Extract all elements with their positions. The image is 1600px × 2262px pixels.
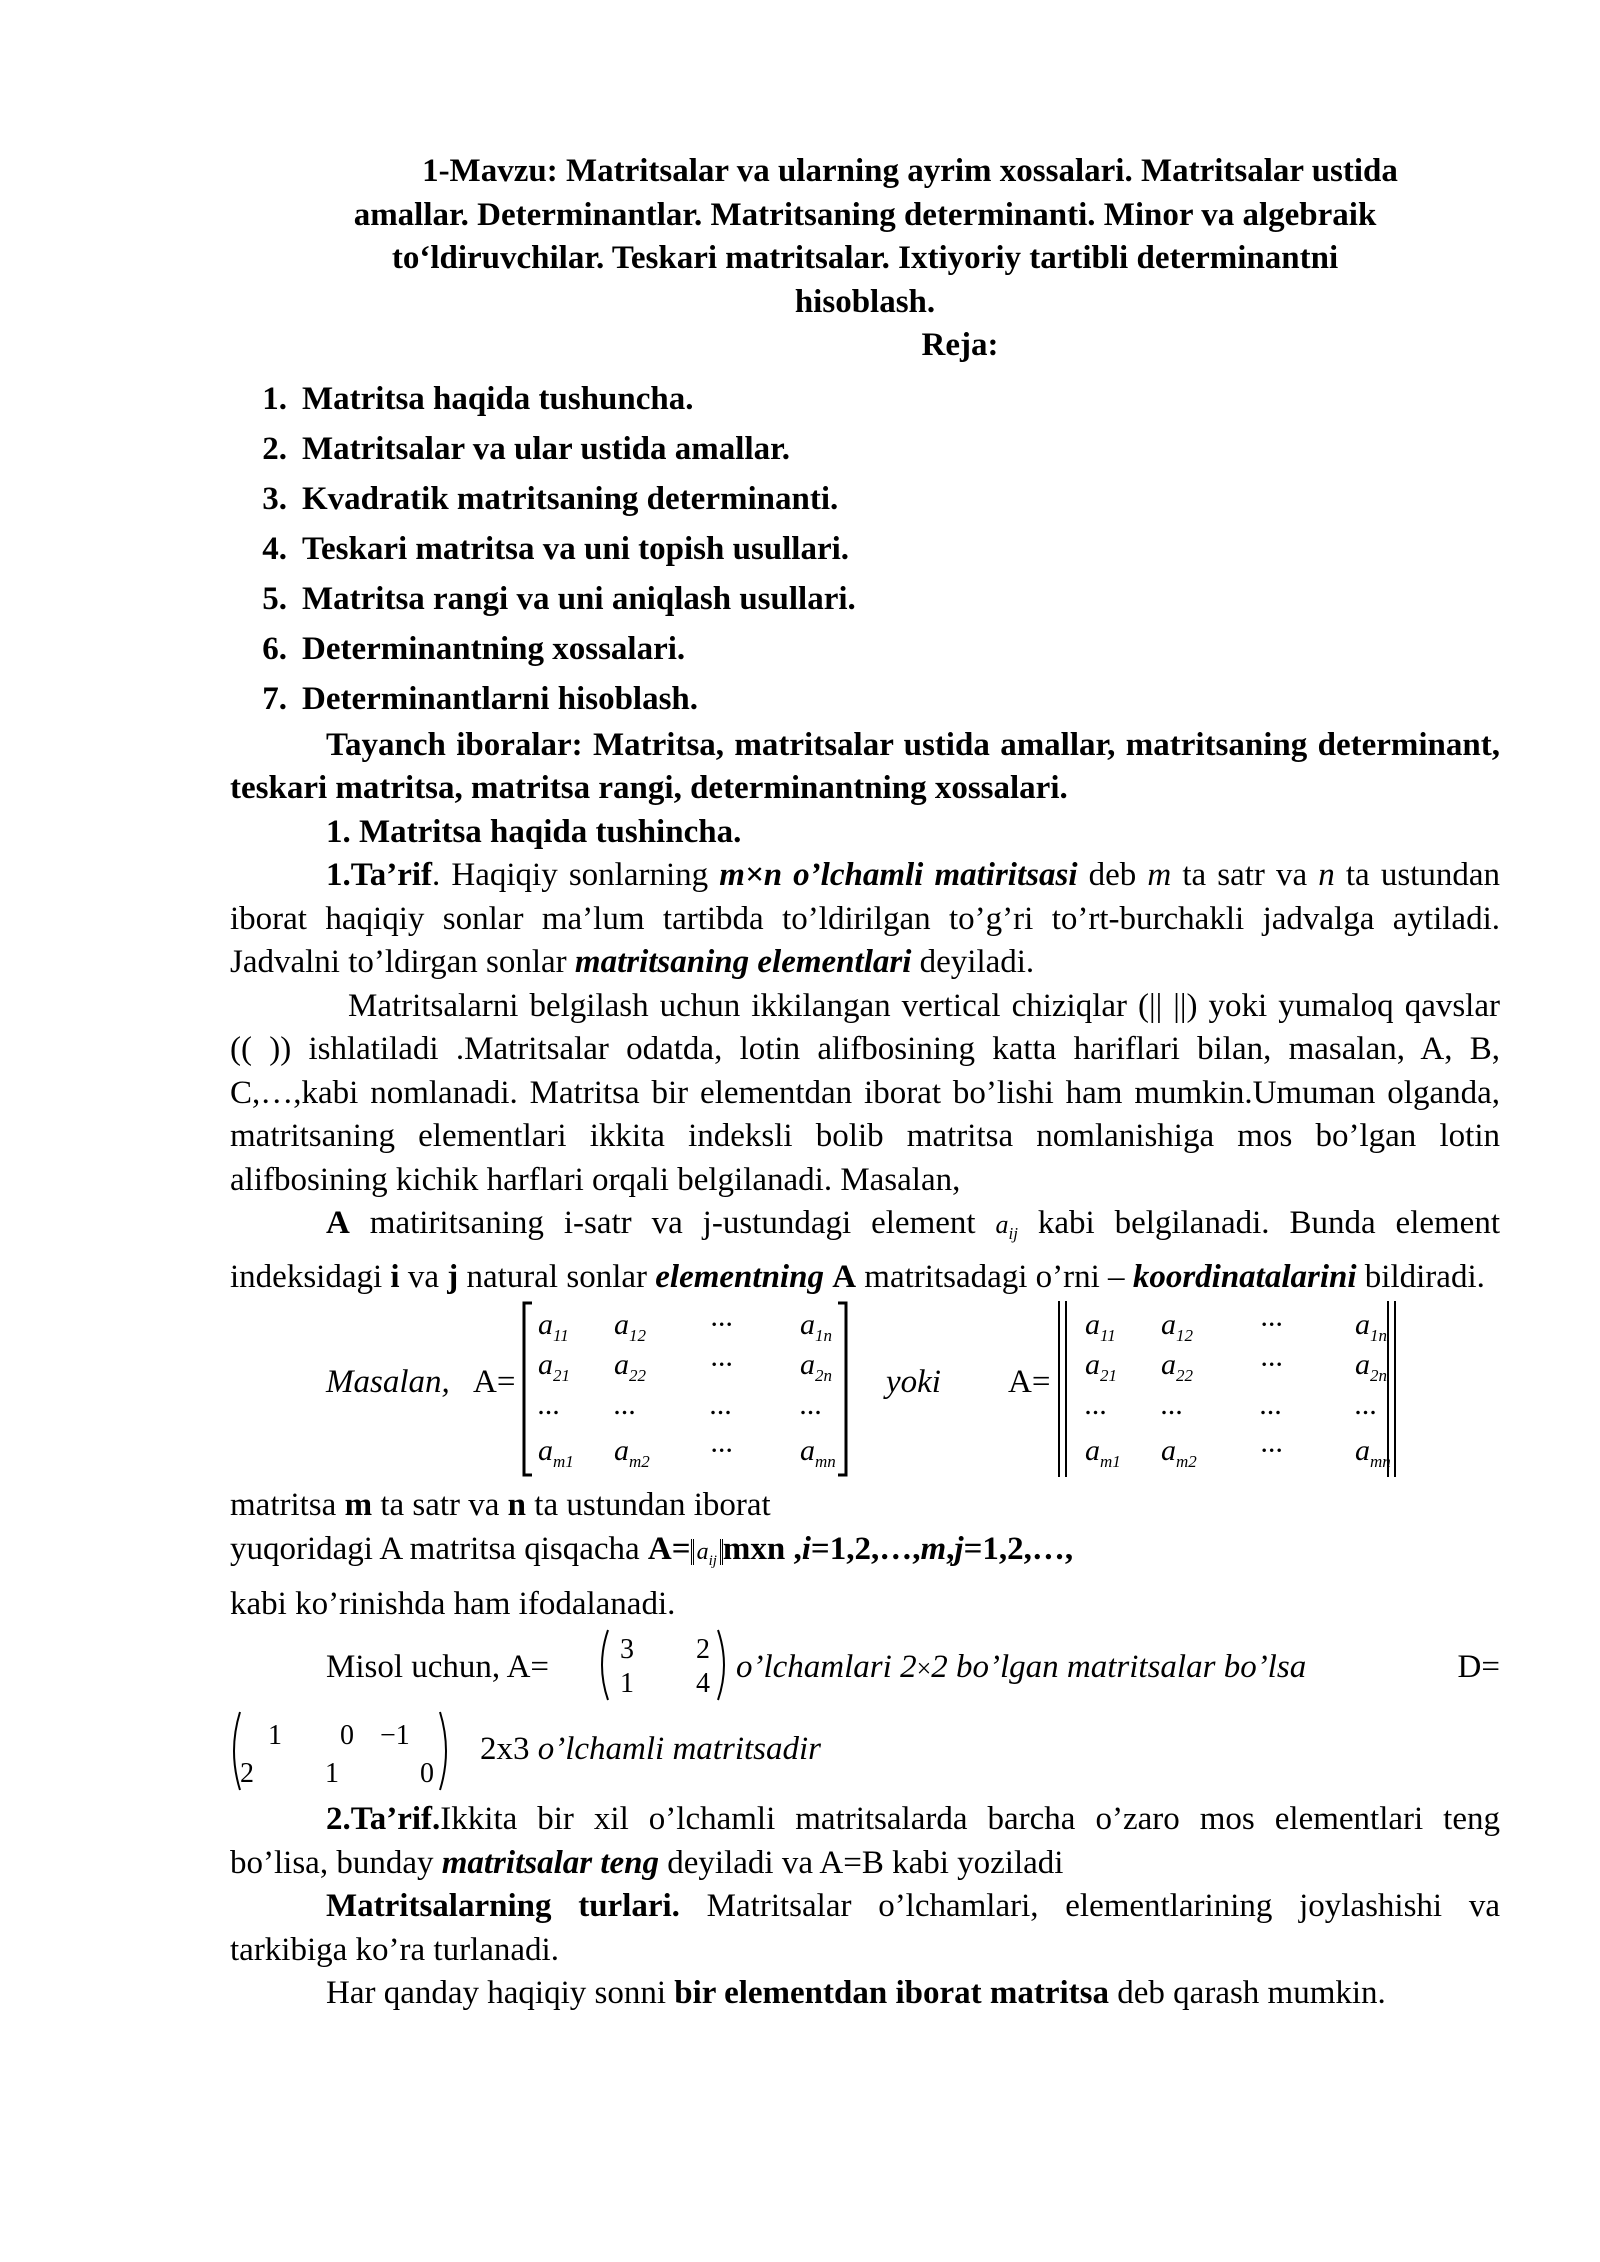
masalan-label: Masalan, (326, 1364, 450, 1401)
matrix-cell (1355, 1383, 1378, 1427)
yoki-label: yoki (886, 1364, 941, 1401)
bold-phrase: bir elementdan iborat matritsa (674, 1975, 1110, 2012)
matrix-cell-subscript: 12 (629, 1326, 646, 1346)
matrix-cell-letter: a (1161, 1308, 1176, 1342)
matrix-cell-letter: a (1355, 1348, 1370, 1382)
element-subscript: ij (1008, 1224, 1018, 1244)
text-run: D= (1457, 1649, 1500, 1686)
text-run: deyiladi va A=B kabi yoziladi (659, 1844, 1064, 1881)
matrix-cell-subscript: 11 (553, 1326, 569, 1346)
misol-line (230, 1626, 1500, 1706)
text-run: =1,2,…, (810, 1530, 921, 1567)
text-run: kabi belgilanadi. Bunda element indeksidagi (230, 1205, 1500, 1295)
element-letter: a (696, 1538, 709, 1565)
text-run: 2x3 (480, 1731, 538, 1768)
matrix-cell-letter: ··· (1260, 1308, 1283, 1342)
list-item-number: 5. (262, 580, 287, 617)
text-run: natural sonlar (458, 1258, 656, 1295)
list-item-number: 3. (262, 480, 287, 517)
document-title (230, 150, 1500, 324)
document-page (230, 150, 1500, 2016)
index-j: j (447, 1258, 459, 1295)
matrix-cell: 2 (240, 1758, 254, 1790)
d-description (480, 1728, 821, 1772)
title-line-1: 1-Mavzu: Matritsalar va ularning ayrim xossalari. Matritsalar ustida (422, 153, 1398, 189)
matrix-cell: 1 (620, 1668, 634, 1700)
matrix-cell-letter: a (538, 1308, 553, 1342)
matrix-cell (614, 1429, 650, 1484)
text-run: deb (1077, 857, 1148, 893)
matrix-cell (800, 1429, 836, 1484)
text-run: va (399, 1258, 448, 1295)
matrix-cell-letter: ··· (1260, 1348, 1283, 1382)
matrix-cell: 1 (268, 1720, 282, 1752)
text-run: o’lchamlari 2 (736, 1649, 917, 1686)
element-symbol (995, 1210, 1018, 1244)
matrix-cell-letter: a (800, 1348, 815, 1382)
matrix-2x2 (598, 1628, 728, 1702)
after-matrix-line-1 (230, 1484, 1500, 1528)
matrix-letter: A (832, 1258, 857, 1295)
variable-m: m (1147, 857, 1172, 893)
matrix-cell-letter: ... (1260, 1388, 1283, 1422)
matrix-cell-subscript: m1 (553, 1452, 574, 1472)
defined-term: matritsaning elementlari (574, 944, 912, 980)
text-run: Matritsalar o’lchamlari, elementlarining joylashishi va tarkibiga ko’ra turlanadi. (230, 1888, 1500, 1968)
matrix-cell-subscript: 12 (1176, 1326, 1193, 1346)
list-item-number: 4. (262, 530, 287, 567)
matrix-cell-letter: a (614, 1348, 629, 1382)
list-item (230, 424, 1500, 474)
matrix-cell-subscript: mn (815, 1452, 836, 1472)
matrix-cell-letter: a (1085, 1434, 1100, 1468)
text-run: =1,2,…, (963, 1530, 1074, 1567)
list-item-number: 6. (262, 630, 287, 667)
matrix-example (230, 1299, 1500, 1484)
list-item (230, 624, 1500, 674)
matrix-cell: 0 (420, 1758, 434, 1790)
matrix-cell-subscript: mn (1370, 1452, 1391, 1472)
matrix-cell-letter: a (800, 1434, 815, 1468)
matrix-cell: 1 (325, 1758, 339, 1790)
reja-heading: Reja: (921, 327, 999, 363)
matrix-cell-letter: ··· (710, 1348, 733, 1382)
matrix-cell-letter: ··· (1260, 1434, 1283, 1468)
defined-term: matritsalar teng (441, 1844, 660, 1881)
matrix-cell-subscript: 2n (1370, 1366, 1387, 1386)
text-run: yuqoridagi A matritsa qisqacha (230, 1530, 648, 1567)
list-item (230, 524, 1500, 574)
index-j: j (954, 1530, 964, 1567)
list-item-number: 7. (262, 680, 287, 717)
text-run: , (946, 1530, 955, 1567)
text-run: deb qarash mumkin. (1109, 1975, 1386, 2012)
text-run: ta ustundan iborat haqiqiy sonlar ma’lum tartibda to’ldirilgan to’g’ri to’rt-burchakli jadvalga aytiladi. Jadvalni to’ldirgan sonlar (230, 857, 1500, 980)
matrix-cell-letter: a (1085, 1348, 1100, 1382)
matrix-cell-letter: ... (1355, 1388, 1378, 1422)
double-bar-matrix (1055, 1299, 1400, 1479)
list-item-text: Determinantlarni hisoblash. (302, 680, 699, 717)
list-item-number: 1. (262, 380, 287, 417)
matrix-cell: 3 (620, 1634, 634, 1666)
matrix-cell-letter: ... (710, 1388, 733, 1422)
matrix-cell: 4 (696, 1668, 710, 1700)
variable-n: n (1318, 857, 1335, 893)
matrix-cell-letter: ... (614, 1388, 637, 1422)
matrix-cell: −1 (380, 1720, 410, 1752)
text-run: matritsadagi o’rni – (856, 1258, 1133, 1295)
after-matrix-line-3: kabi ko’rinishda ham ifodalanadi. (230, 1585, 676, 1622)
matrix-cell (1161, 1429, 1197, 1484)
element-letter: a (995, 1210, 1009, 1239)
matrix-cell (538, 1429, 574, 1484)
text-run: matritsa (230, 1487, 345, 1524)
variable-m: m (344, 1487, 373, 1524)
matrix-cell-letter: ... (1085, 1388, 1108, 1422)
matrix-cell-subscript: 1n (815, 1326, 832, 1346)
matrix-cell (710, 1343, 733, 1387)
matrix-cell (538, 1383, 561, 1427)
misol-text (736, 1646, 1306, 1691)
matrix-cell-subscript: 2n (815, 1366, 832, 1386)
matrix-cell-letter: a (800, 1308, 815, 1342)
defined-term: m×n o’lchamli matiritsasi (719, 857, 1078, 893)
title-line-3: to‘ldiruvchilar. Teskari matritsalar. Ixtiyoriy tartibli determinantni (391, 240, 1339, 276)
matrix-cell-letter: a (1085, 1308, 1100, 1342)
text-run (824, 1259, 832, 1295)
matrix-cell: 2 (696, 1634, 710, 1666)
matrix-cell-letter: a (1161, 1348, 1176, 1382)
matrix-cell-subscript: 11 (1100, 1326, 1116, 1346)
list-item-number: 2. (262, 430, 287, 467)
matrix-cell (710, 1303, 733, 1347)
text-run: Ikkita bir xil o’lchamli matritsalarda barcha o’zaro mos elementlari teng bo’lisa, bunday (230, 1801, 1500, 1881)
types-paragraph (230, 1885, 1500, 1972)
keywords-paragraph: Tayanch iboralar: Matritsa, matritsalar ustida amallar, matritsaning determinant, teskari matritsa, matritsa rangi, determinantning xossalari. (230, 726, 1500, 806)
matrix-letter: A (326, 1205, 350, 1241)
matrix-cell (1260, 1303, 1283, 1347)
matrix-cell-letter: a (538, 1434, 553, 1468)
text-run: ta ustundan iborat (526, 1487, 771, 1524)
after-matrix-line-2 (230, 1528, 1500, 1583)
matrix-cell (1260, 1429, 1283, 1473)
matrix-cell-letter: a (1355, 1434, 1370, 1468)
index-i: i (390, 1258, 400, 1295)
text-run: mxn , (722, 1530, 802, 1567)
list-item-text: Matritsa haqida tushuncha. (302, 380, 694, 417)
matrix-cell-letter: a (538, 1348, 553, 1382)
plan-list (230, 374, 1500, 724)
matrix-cell-letter: ... (800, 1388, 823, 1422)
text-run: A= (647, 1530, 691, 1567)
definition-label: 1.Ta’rif (326, 857, 433, 893)
matrix-cell-letter: a (614, 1434, 629, 1468)
index-i: i (801, 1530, 811, 1567)
matrix-cell-letter: a (1355, 1308, 1370, 1342)
list-item-text: Matritsalar va ular ustida amallar. (302, 430, 790, 467)
element-paragraph (230, 1202, 1500, 1299)
text-run: matiritsaning i-satr va j-ustundagi element (349, 1205, 996, 1241)
matrix-cell-letter: ··· (710, 1434, 733, 1468)
matrix-cell-subscript: m2 (1176, 1452, 1197, 1472)
variable-m: m (920, 1530, 947, 1567)
text-run: . Haqiqiy sonlarning (432, 857, 720, 893)
matrix-cell (1260, 1383, 1283, 1427)
list-item (230, 674, 1500, 724)
text-run: bildiradi. (1356, 1258, 1485, 1295)
matrix-cell (710, 1383, 733, 1427)
list-item (230, 374, 1500, 424)
matrix-cell-subscript: 22 (1176, 1366, 1193, 1386)
definition-label: 2.Ta’rif. (326, 1801, 441, 1838)
list-item-text: Determinantning xossalari. (302, 630, 686, 667)
matrix-cell (1260, 1343, 1283, 1387)
matrix-cell (1355, 1429, 1391, 1484)
text-run: Har qanday haqiqiy sonni (326, 1975, 675, 2012)
matrix-cell (800, 1383, 823, 1427)
matrix-cell (1085, 1429, 1121, 1484)
matrix-cell-letter: ... (538, 1388, 561, 1422)
matrix-cell-letter: ··· (710, 1308, 733, 1342)
element-norm (691, 1538, 723, 1569)
matrix-cell-subscript: 22 (629, 1366, 646, 1386)
matrix-a-label: A= (473, 1364, 516, 1401)
matrix-cell (1085, 1383, 1108, 1427)
title-line-2: amallar. Determinantlar. Matritsaning determinanti. Minor va algebraik (353, 196, 1377, 233)
matrix-a-label-2: A= (1008, 1364, 1051, 1401)
variable-n: n (507, 1487, 527, 1524)
text-run: deyiladi. (911, 944, 1035, 980)
matrix-2x3 (230, 1710, 450, 1792)
matrix-cell: 0 (340, 1720, 354, 1752)
defined-term: elementning (655, 1258, 824, 1295)
list-item-text: Teskari matritsa va uni topish usullari. (302, 530, 850, 567)
text-run: Misol uchun, A= (326, 1649, 550, 1686)
element-subscript: ij (708, 1552, 717, 1569)
definition-1 (230, 854, 1500, 985)
definition-2 (230, 1798, 1500, 1885)
list-item (230, 474, 1500, 524)
matrix-cell-subscript: 21 (1100, 1366, 1117, 1386)
bracket-matrix (520, 1299, 850, 1479)
text-run: ta satr va (1171, 857, 1319, 893)
last-paragraph (230, 1972, 1500, 2016)
text-run: o’lchamli matritsadir (537, 1731, 822, 1768)
matrix-cell-subscript: m2 (629, 1452, 650, 1472)
section-1-heading: 1. Matritsa haqida tushincha. (326, 813, 742, 850)
matrix-cell (710, 1429, 733, 1473)
title-line-4: hisoblash. (794, 283, 936, 320)
defined-term: koordinatalarini (1132, 1258, 1357, 1295)
matrix-d-line (230, 1706, 1500, 1798)
list-item (230, 574, 1500, 624)
matrix-cell-letter: ... (1161, 1388, 1184, 1422)
times-sign: × (916, 1654, 932, 1684)
matrix-cell-subscript: 21 (553, 1366, 570, 1386)
list-item-text: Kvadratik matritsaning determinanti. (302, 480, 839, 517)
matrix-cell-letter: a (614, 1308, 629, 1342)
types-heading: Matritsalarning turlari. (326, 1888, 680, 1925)
text-run: ta satr va (372, 1487, 508, 1524)
matrix-cell (614, 1383, 637, 1427)
list-item-text: Matritsa rangi va uni aniqlash usullari. (302, 580, 856, 617)
matrix-cell-letter: a (1161, 1434, 1176, 1468)
matrix-cell (1161, 1383, 1184, 1427)
matrix-cell-subscript: 1n (1370, 1326, 1387, 1346)
notation-paragraph: Matritsalarni belgilash uchun ikkilangan vertical chiziqlar (|| ||) yoki yumaloq qavslar (( )) ishlatiladi .Matritsalar odatda, lotin alifbosining katta hariflari bilan, masalan, A, B, C,…,kabi nomlanadi. Matritsa bir elementdan iborat bo’lishi ham mumkin.Umuman olganda, matritsaning elementlari ikkita indeksli bolib matritsa nomlanishiga mos bo’lgan lotin alifbosining kichik harflari orqali belgilanadi. Masalan, (230, 987, 1500, 1198)
matrix-cell-subscript: m1 (1100, 1452, 1121, 1472)
text-run: 2 bo’lgan matritsalar bo’lsa (931, 1649, 1307, 1686)
